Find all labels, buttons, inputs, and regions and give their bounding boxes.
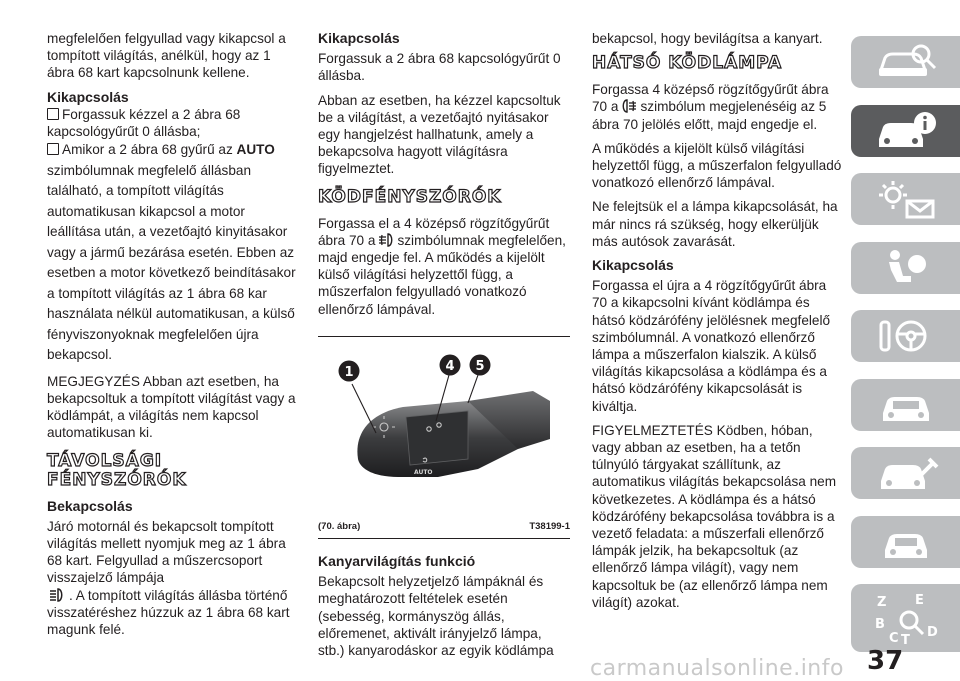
tab-warning-lights[interactable] bbox=[851, 173, 960, 225]
figure-light-stalk bbox=[318, 341, 570, 516]
rear-fog-light-icon bbox=[620, 99, 638, 113]
tab-car-info[interactable] bbox=[851, 105, 960, 157]
section-heading-hatso-kodlampa: HÁTSÓ KÖDLÁMPA bbox=[592, 53, 783, 74]
auto-marking: AUTO bbox=[414, 468, 433, 476]
tab-airbag-seat[interactable] bbox=[851, 242, 960, 294]
svg-text:Z: Z bbox=[876, 595, 886, 610]
auto-label: AUTO bbox=[236, 142, 275, 158]
callout-5 bbox=[470, 354, 491, 375]
svg-text:C: C bbox=[888, 631, 899, 646]
subheading-kikapcsolas: Kikapcsolás bbox=[47, 88, 129, 105]
svg-text:B: B bbox=[874, 617, 885, 632]
list-item: Amikor a 2 ábra 68 gyűrű az AUTO szimbólumnak megfelelő állásban található, a tompított világítás automatikusan kikapcsol a motor leállítása után, a vezetőajtó kinyitásakor vagy a jármű bezárása esetén. Ebben az esetben a motor következő beindításakor a tompított világítás az 1 ábra 68 kar használata nélkül automatikusan, a külső fényviszonyoknak megfelelően újra bekapcsol. bbox=[47, 142, 296, 363]
paragraph: Bekapcsolt helyzetjelző lámpáknál és meghatározott feltételek esetén (sebesség, kormányszög állás, előremenet, aktivált irányjelző lámpa, stb.) kanyarodáskor az egyik ködlámpa bbox=[318, 574, 554, 659]
tab-car-specs[interactable] bbox=[851, 516, 960, 568]
note-paragraph: MEGJEGYZÉS Abban azt esetben, ha bekapcsoltuk a tompított világítást vagy a ködlámpát, a világítás nem kapcsol automatikusan ki. bbox=[47, 373, 296, 441]
figure-bottom-rule bbox=[318, 538, 570, 539]
figure-caption bbox=[318, 518, 570, 535]
car-specs-icon bbox=[871, 520, 941, 564]
car-search-icon bbox=[871, 40, 941, 84]
tab-index[interactable] bbox=[851, 584, 960, 652]
chapter-sidebar bbox=[851, 36, 960, 669]
tab-car-search[interactable] bbox=[851, 36, 960, 88]
light-stalk-illustration bbox=[318, 341, 570, 516]
svg-text:D: D bbox=[926, 625, 938, 640]
paragraph: A működés a kijelölt külső világítási helyzettől függ, a műszerfalon felgyulladó vonatkozó ellenőrző lámpával. bbox=[592, 140, 842, 191]
watermark: carmanualsonline.info bbox=[590, 656, 844, 681]
svg-text:4: 4 bbox=[445, 358, 455, 374]
index-abcde-icon bbox=[871, 589, 941, 647]
tab-car-maintenance[interactable] bbox=[851, 447, 960, 499]
svg-text:5: 5 bbox=[475, 358, 485, 374]
column-1 bbox=[47, 30, 299, 645]
paragraph: Járó motornál és bekapcsolt tompított világítás mellett nyomjuk meg az 1 ábra 68 kart. Felgyullad a műszercsoport visszajelző lámpája . A tompított világítás állásba történő visszatéréshez húzzuk az 1 ábra 68 kart magunk felé. bbox=[47, 518, 290, 637]
car-info-icon bbox=[871, 109, 941, 153]
airbag-seat-icon bbox=[871, 246, 941, 290]
tab-steering-key[interactable] bbox=[851, 310, 960, 362]
paragraph: Forgassa 4 középső rögzítőgyűrűt ábra 70 a szimbólum megjelenéséig az 5 ábra 70 jelölés előtt, majd engedje el. bbox=[592, 82, 829, 132]
high-beam-icon bbox=[49, 588, 67, 602]
paragraph: bekapcsol, hogy bevilágítsa a kanyart. bbox=[592, 31, 823, 46]
callout-4 bbox=[440, 354, 461, 375]
subheading-kanyarvilagitas: Kanyarvilágítás funkció bbox=[318, 553, 476, 570]
svg-text:1: 1 bbox=[344, 364, 354, 380]
subheading-kikapcsolas: Kikapcsolás bbox=[592, 257, 674, 274]
list-item: Forgassuk kézzel a 2 ábra 68 kapcsológyűrűt 0 állásba; bbox=[47, 106, 241, 140]
warning-lights-icon bbox=[871, 177, 941, 221]
section-heading-kodfenyszorok: KÖDFÉNYSZÓRÓK bbox=[318, 186, 502, 207]
tab-car-breakdown[interactable] bbox=[851, 379, 960, 431]
car-maintenance-icon bbox=[871, 451, 941, 495]
paragraph: Forgassuk a 2 ábra 68 kapcsológyűrűt 0 állásba. bbox=[318, 51, 561, 84]
checkbox-bullet-icon bbox=[47, 143, 59, 155]
paragraph: Ne felejtsük el a lámpa kikapcsolását, ha már nincs rá szükség, hogy elkerüljük más autósok zavarását. bbox=[592, 199, 838, 249]
checkbox-bullet-icon bbox=[47, 108, 59, 120]
subheading-kikapcsolas: Kikapcsolás bbox=[318, 30, 400, 46]
paragraph: Abban az esetben, ha kézzel kapcsoltuk be a világítást, a vezetőajtó nyitásakor egy hangjelzést hallhatunk, amely a bekapcsolva hagyott világításra figyelmeztet. bbox=[318, 92, 561, 177]
column-3 bbox=[592, 30, 842, 618]
subheading-bekapcsolas: Bekapcsolás bbox=[47, 497, 133, 514]
car-breakdown-icon bbox=[871, 383, 941, 427]
svg-text:T: T bbox=[900, 633, 910, 647]
paragraph: Forgassa el a 4 középső rögzítőgyűrűt ábra 70 a szimbólumnak megfelelően, majd engedje fel. A működés a kijelölt külső világítási helyzettől függ, a műszerfalon felgyulladó vonatkozó ellenőrző lámpával. bbox=[318, 215, 566, 317]
front-fog-light-icon bbox=[377, 233, 395, 247]
figure-number: (70. ábra) bbox=[318, 520, 361, 532]
figure-code: T38199-1 bbox=[529, 520, 570, 532]
page-number: 37 bbox=[867, 646, 904, 676]
paragraph: Forgassa el újra a 4 rögzítőgyűrűt ábra 70 a kikapcsolni kívánt ködlámpa és hátsó ködzárófény jelölésnek megfelelő szimbólumnál. A vonatkozó ellenőrző lámpa a műszerfalon kialszik. A külső világítás kikapcsolása a ködlámpa és a hátsó ködzárófény kikapcsolását is kiváltja. bbox=[592, 278, 831, 414]
svg-text:E: E bbox=[914, 593, 924, 608]
steering-wheel-key-icon bbox=[871, 314, 941, 358]
section-heading-tavolsagi: TÁVOLSÁGI FÉNYSZÓRÓK bbox=[47, 450, 187, 490]
column-2 bbox=[318, 30, 570, 666]
callout-1 bbox=[339, 360, 360, 381]
figure-divider bbox=[318, 336, 570, 337]
paragraph: megfelelően felgyullad vagy kikapcsol a tompított világítás, anélkül, hogy az 1 ábra 68 kart kapcsolnunk kellene. bbox=[47, 31, 286, 81]
warning-paragraph: FIGYELMEZTETÉS Ködben, hóban, vagy abban az esetben, ha a tetőn túlnyúló tárgyakat szállítunk, az automatikus világítás bekapcsolása nem következetes. A ködlámpa és a hátsó ködzárófény bekapcsolása továbbra is a vezető feladata: a műszerfali ellenőrző lámpák jelzik, ha bekapcsoltuk (az ellenőrző lámpa világít), vagy nem kapcsoltuk be (az ellenőrző lámpa nem világít) azokat. bbox=[592, 422, 837, 610]
